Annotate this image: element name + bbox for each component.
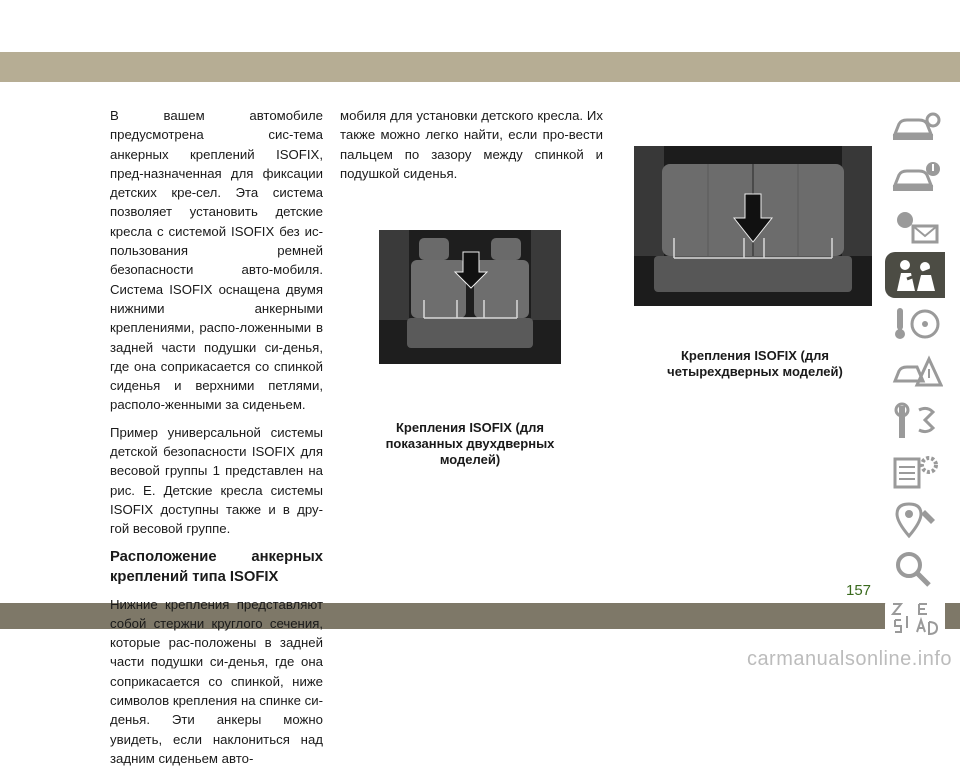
lights-message-icon	[889, 206, 943, 246]
tab-search[interactable]	[885, 546, 945, 592]
four-door-seat-photo	[634, 146, 872, 306]
four-door-caption: Крепления ISOFIX (для четырехдверных моделей)	[667, 348, 843, 379]
tab-lights-message[interactable]	[885, 203, 945, 249]
chapter-sidebar	[885, 105, 960, 644]
alphabet-index-icon	[889, 598, 943, 638]
tab-wrench-service[interactable]	[885, 399, 945, 445]
search-icon	[889, 549, 943, 589]
text-column-left	[110, 106, 323, 776]
paragraph-intro: В вашем автомобиле предусмотрена сис-тема анкерных креплений ISOFIX, пред-назначенная для фиксации детских кре-сел. Эта система позволяет установить детские кресла с системой ISOFIX без ис-пользования ремней безопасности авто-мобиля. Система ISOFIX оснащена двумя нижними анкерными креплениями, распо-ложенными в задней части подушки си-денья, где она соприкасается со спинкой сиденья и верхними петлями, располо-женными за сиденьем.	[110, 108, 323, 413]
two-door-caption: Крепления ISOFIX (для показанных двухдверных моделей)	[385, 420, 555, 467]
section-heading: Расположение анкерных креплений типа ISOFIX	[110, 548, 323, 585]
tab-car-roadside[interactable]	[885, 350, 945, 396]
tab-child-seat-safety[interactable]	[885, 252, 945, 298]
tab-car-warning[interactable]	[885, 154, 945, 200]
header-band	[0, 52, 960, 82]
tab-alphabet-index[interactable]	[885, 595, 945, 641]
paragraph-example: Пример универсальной системы детской безопасности ISOFIX для весовой группы 1 представлен на рис. E. Детские кресла системы ISOFIX доступны также и в дру-гой весовой группе.	[110, 424, 323, 537]
wrench-service-icon	[889, 402, 943, 442]
specs-gear-icon	[889, 451, 943, 491]
tab-key-steering[interactable]	[885, 301, 945, 347]
car-info-icon	[889, 108, 943, 148]
key-steering-icon	[889, 304, 943, 344]
paragraph-continuation: мобиля для установки детского кресла. Их также можно легко найти, если про-вести пальцем по зазору между спинкой и подушкой сиденья.	[340, 108, 603, 181]
tab-specs-gear[interactable]	[885, 448, 945, 494]
watermark: carmanualsonline.info	[746, 648, 952, 670]
car-warning-icon	[889, 157, 943, 197]
two-door-seat-photo	[379, 230, 561, 364]
paragraph-location: Нижние крепления представляют собой стержни круглого сечения, которые рас-положены в задней части подушки си-денья, где она соприкасается со спинкой, ниже символов крепления на спинке си-денья. Эти анкеры можно увидеть, если наклониться над задним сиденьем авто-	[110, 596, 323, 766]
location-wrench-icon	[889, 500, 943, 540]
child-seat-safety-icon	[889, 255, 943, 295]
text-column-right	[340, 106, 603, 191]
car-roadside-icon	[889, 353, 943, 393]
page-number: 157	[846, 582, 872, 599]
tab-car-info[interactable]	[885, 105, 945, 151]
tab-location-wrench[interactable]	[885, 497, 945, 543]
